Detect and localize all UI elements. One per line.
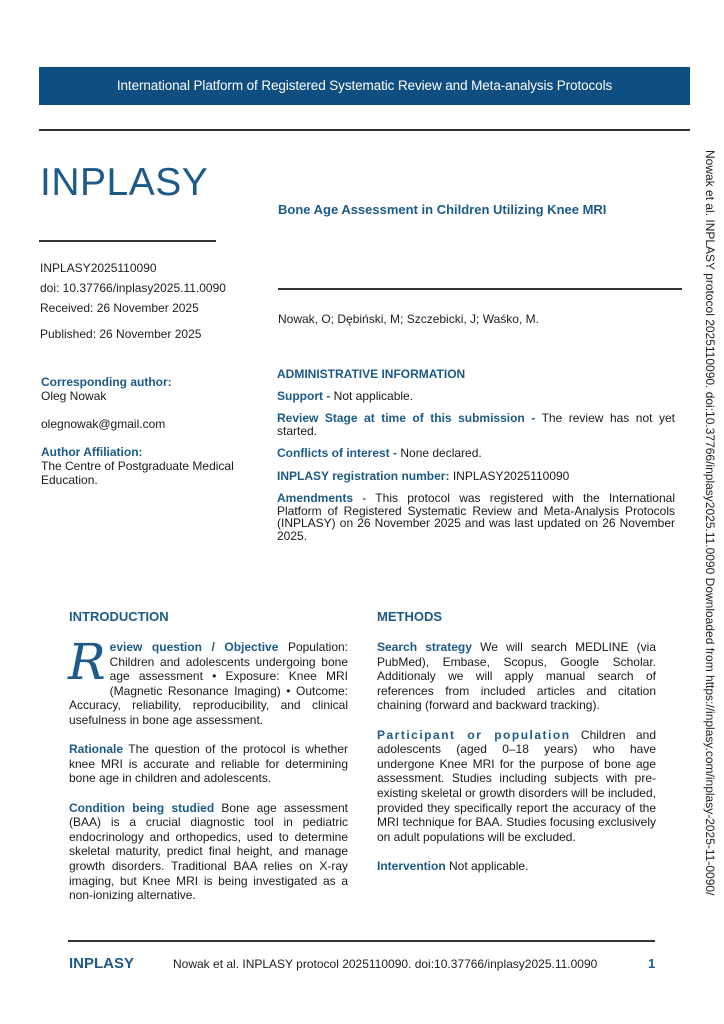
- corresponding-author-label: Corresponding author:: [41, 375, 172, 389]
- search-strategy-paragraph: [377, 640, 656, 713]
- footer-citation: Nowak et al. INPLASY protocol 2025110090. doi:10.37766/inplasy2025.11.0090: [173, 957, 598, 971]
- condition-value: Bone age assessment (BAA) is a crucial diagnostic tool in pediatric endocrinology and orthopedics, used to determine skeletal maturity, predict final height, and manage growth disorders. Traditional BAA relies on X-ray imaging, but Knee MRI is being investigated as a non-ionizing alternative.: [69, 800, 348, 903]
- condition-label: Condition being studied: [69, 800, 215, 815]
- amendments-value: - This protocol was registered with the International Platform of Registered Systematic Review and Meta-Analysis Protocols (INPLASY) on 26 November 2025 and was last updated on 26 November 2025.: [277, 491, 675, 543]
- amendments-row: [277, 492, 675, 542]
- review-question-label: eview question / Objective: [109, 640, 279, 654]
- intervention-paragraph: [377, 859, 656, 874]
- conflicts-row: [277, 447, 675, 460]
- introduction-heading: INTRODUCTION: [69, 609, 169, 624]
- participant-label: Participant or population: [377, 727, 571, 742]
- methods-heading: METHODS: [377, 609, 442, 624]
- condition-paragraph: [69, 801, 348, 903]
- rationale-label: Rationale: [69, 742, 124, 757]
- rationale-paragraph: [69, 742, 348, 786]
- page-number: 1: [648, 956, 656, 971]
- drop-cap-letter: R: [68, 633, 106, 691]
- conflicts-value: None declared.: [397, 446, 482, 460]
- admin-heading: ADMINISTRATIVE INFORMATION: [277, 367, 466, 381]
- journal-banner: International Platform of Registered Systematic Review and Meta-analysis Protocols: [39, 67, 690, 105]
- brand-rule: [39, 240, 216, 242]
- brand-logo-text: INPLASY: [40, 161, 209, 204]
- registration-label: INPLASY registration number:: [277, 468, 450, 483]
- support-label: Support -: [277, 388, 331, 403]
- review-question-value: Population: Children and adolescents undergoing bone age assessment • Exposure: Knee MRI (Magnetic Resonance Imaging) • Outcome: Accuracy, reliability, reproducibility, and clinical usefulness in bone age assessment.: [69, 640, 348, 727]
- review-stage-value: The review has not yet started.: [277, 411, 675, 438]
- registration-row: [277, 470, 675, 483]
- header-rule: [39, 129, 690, 131]
- vertical-download-notice: Nowak et al. INPLASY protocol 2025110090. doi:10.37766/inplasy2025.11.0090 Downloaded from https://inplasy.com/inplasy-2025-11-0090/: [703, 150, 717, 896]
- review-question-paragraph: [68, 633, 348, 728]
- affiliation-value: The Centre of Postgraduate Medical Education.: [41, 459, 234, 487]
- search-strategy-label: Search strategy: [377, 640, 472, 654]
- methods-section: [377, 609, 656, 888]
- review-stage-label: Review Stage at time of this submission -: [277, 411, 536, 425]
- registration-value: INPLASY2025110090: [449, 468, 570, 483]
- doi[interactable]: doi: 10.37766/inplasy2025.11.0090: [40, 281, 226, 295]
- participant-value: Children and adolescents (aged 0–18 years) who have undergone Knee MRI for the purpose of bone age assessment. Studies including subjects with pre-existing skeletal or growth disorders will be included, provided they specifically report the accuracy of the MRI technique for BAA. Studies focusing exclusively on adult populations will be excluded.: [377, 727, 656, 844]
- footer-brand: INPLASY: [69, 955, 135, 972]
- author-list: Nowak, O; Dębiński, M; Szczebicki, J; Waśko, M.: [278, 312, 539, 326]
- introduction-section: [69, 609, 348, 917]
- administrative-information: [277, 368, 675, 552]
- rationale-value: The question of the protocol is whether knee MRI is accurate and reliable for determining bone age in children and adolescents.: [69, 742, 348, 786]
- support-value: Not applicable.: [330, 388, 414, 403]
- corresponding-author-name: Oleg Nowak: [41, 389, 107, 403]
- affiliation-label: Author Affiliation:: [41, 445, 143, 459]
- registration-id: INPLASY2025110090: [40, 261, 157, 275]
- published-date: Published: 26 November 2025: [40, 327, 202, 341]
- intervention-value: Not applicable.: [445, 858, 529, 873]
- title-rule: [278, 288, 682, 290]
- review-stage-row: [277, 412, 675, 437]
- participant-paragraph: [377, 728, 656, 845]
- search-strategy-value: We will search MEDLINE (via PubMed), Embase, Scopus, Google Scholar. Additionaly we will apply manual search of references from included articles and citation chaining (forward and backward tracking).: [377, 640, 656, 713]
- footer-rule: [68, 940, 655, 942]
- intervention-label: Intervention: [377, 858, 446, 873]
- corresponding-author-block: [41, 375, 241, 487]
- received-date: Received: 26 November 2025: [40, 301, 199, 315]
- article-title: Bone Age Assessment in Children Utilizing Knee MRI: [278, 202, 607, 217]
- amendments-label: Amendments: [277, 491, 354, 505]
- conflicts-label: Conflicts of interest -: [277, 446, 398, 460]
- corresponding-author-email[interactable]: olegnowak@gmail.com: [41, 417, 166, 431]
- support-row: [277, 390, 675, 403]
